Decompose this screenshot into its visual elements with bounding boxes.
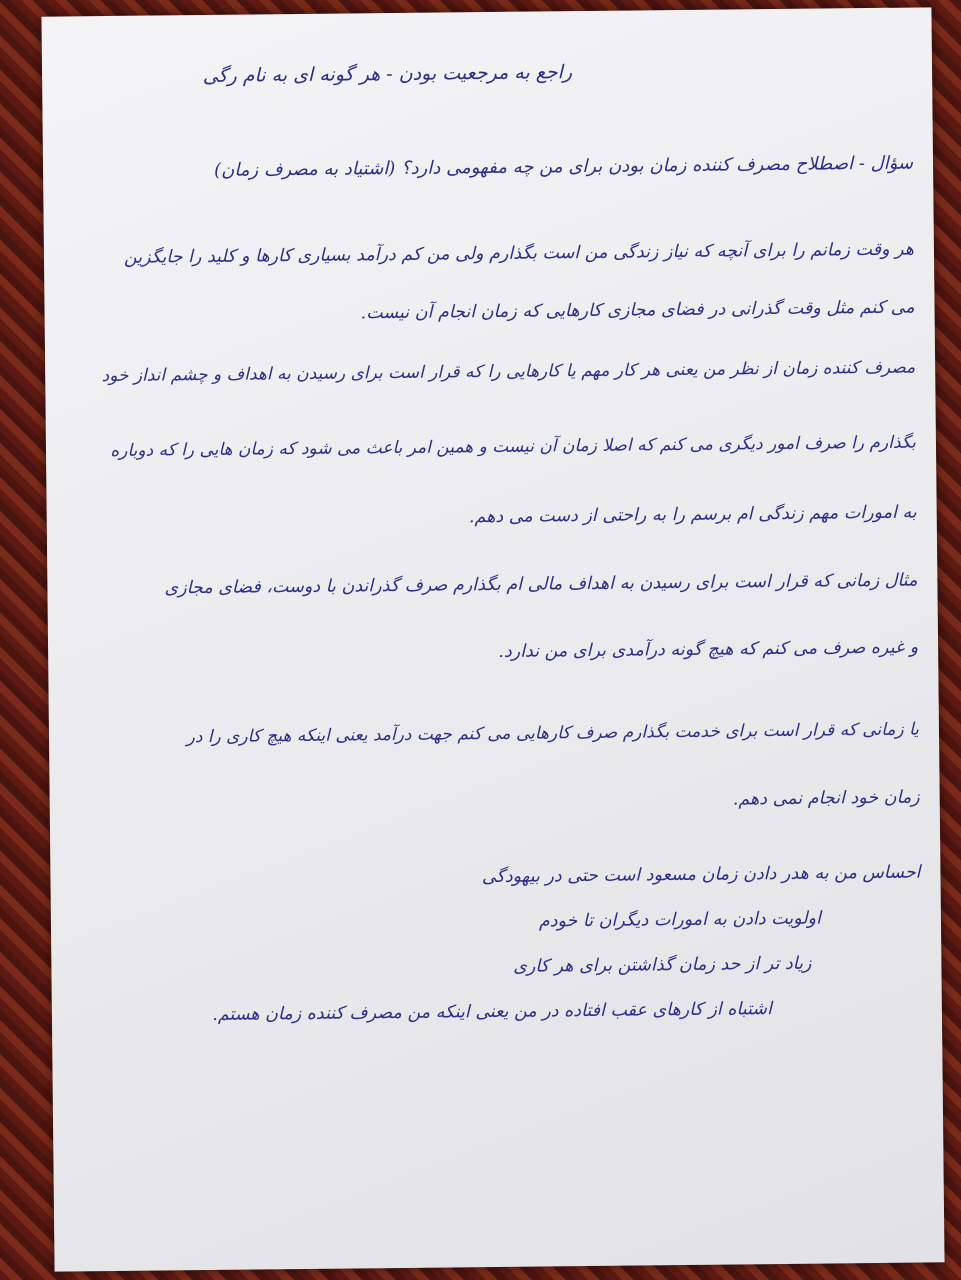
text-line-1: هر وقت زمانم را برای آنچه که نیاز زندگی من است بگذارم ولی من کم درآمد بسیاری کارها و کلید را جایگزین [123, 239, 915, 268]
text-line-8: یا زمانی که قرار است برای خدمت بگذارم صرف کارهایی می کنم جهت درآمد یعنی اینکه هیچ کاری را در [186, 719, 920, 748]
text-line-5: به امورات مهم زندگی ام برسم را به راحتی از دست می دهم. [468, 502, 917, 528]
handwritten-page [41, 7, 944, 1271]
text-line-6: مثال زمانی که قرار است برای رسیدن به اهداف مالی ام بگذارم صرف گذراندن با دوست، فضای مجازی [164, 570, 918, 599]
question-line: سؤال - اصطلاح مصرف کننده زمان بودن برای من چه مفهومی دارد؟ (اشتیاد به مصرف زمان) [213, 152, 914, 181]
page-heading: راجع به مرجعیت بودن - هر گونه ای به نام رگی [202, 61, 573, 88]
list-item-3: اشتباه از کارهای عقب افتاده در من یعنی اینکه من مصرف کننده زمان هستم. [212, 999, 772, 1025]
list-item-2: زیاد تر از حد زمان گذاشتن برای هر کاری [513, 953, 812, 977]
text-line-2: می کنم مثل وقت گذرانی در فضای مجازی کارهایی که زمان انجام آن نیست. [360, 297, 915, 324]
text-line-7: و غیره صرف می کنم که هیچ گونه درآمدی برای من ندارد. [498, 637, 919, 662]
list-intro: احساس من به هدر دادن زمان مسعود است حتی در بیهودگی [481, 862, 921, 888]
list-item-1: اولویت دادن به امورات دیگران تا خودم [538, 908, 822, 932]
text-line-3: مصرف کننده زمان از نظر من یعنی هر کار مهم یا کارهایی را که قرار است برای رسیدن به اهداف و چشم انداز خود [101, 357, 916, 387]
text-line-9: زمان خود انجام نمی دهم. [732, 787, 920, 810]
text-line-4: بگذارم را صرف امور دیگری می کنم که اصلا زمان آن نیست و همین امر باعث می شود که زمان هایی را که دوباره [110, 432, 917, 461]
